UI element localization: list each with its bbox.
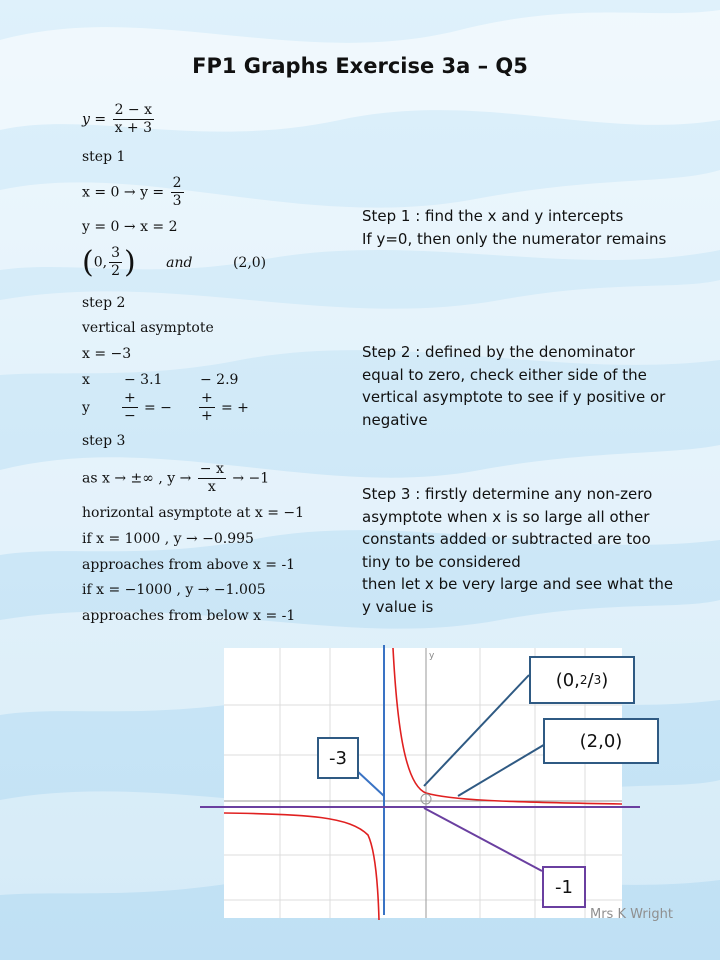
equation-denominator: x + 3	[114, 120, 152, 136]
callout-vertical-asymptote: -3	[317, 737, 359, 779]
and-word: and	[166, 254, 193, 271]
x-zero-line	[82, 175, 186, 210]
x-zero-lhs: x = 0 → y =	[82, 184, 165, 201]
step1-note-line1: Step 1 : find the x and y intercepts	[362, 207, 624, 225]
y-row-variable: y	[82, 400, 90, 416]
step1-note-line2: If y=0, then only the numerator remains	[362, 229, 667, 248]
y-row-sign-fraction-1: + −	[124, 390, 136, 424]
y-row-result-2: = +	[221, 400, 249, 416]
x-row-variable: x	[82, 372, 90, 388]
equation-numerator: 2 − x	[114, 102, 152, 118]
step1-label: step 1	[82, 149, 126, 165]
step3-note	[362, 483, 677, 618]
x-equals-neg3: x = −3	[82, 346, 132, 362]
x-zero-denominator: 3	[172, 193, 182, 209]
callout-horizontal-asymptote: -1	[542, 866, 586, 908]
y-row-sign-fraction-2: + +	[201, 390, 213, 424]
vertical-asymptote-label: vertical asymptote	[82, 320, 214, 336]
equation-fraction	[113, 102, 154, 137]
x-row	[82, 372, 239, 388]
callout-y-sub: 3	[593, 673, 602, 687]
point2: (2,0)	[232, 254, 267, 271]
step3-note-part1: Step 3 : firstly determine any non-zero asymptote when x is so large all other constants added or subtracted are too tiny to be considered	[362, 485, 653, 571]
step1-note	[362, 205, 682, 250]
y-zero-line: y = 0 → x = 2	[82, 219, 178, 235]
limit-numerator: − x	[199, 461, 224, 477]
callout-intercept-x: (2,0)	[543, 718, 659, 764]
limit-denominator: x	[207, 479, 216, 495]
step3-label: step 3	[82, 433, 126, 449]
author-credit: Mrs K Wright	[590, 907, 673, 922]
equation: y = $\frac{2 - x}{x + 3}$	[82, 102, 152, 136]
page-title: FP1 Graphs Exercise 3a – Q5	[192, 54, 528, 78]
limit-suffix: → −1	[232, 470, 270, 487]
x-zero-numerator: 2	[172, 175, 182, 191]
if-negative-line: if x = −1000 , y → −1.005	[82, 582, 266, 598]
if-positive-line: if x = 1000 , y → −0.995	[82, 531, 254, 547]
point1-numerator: 3	[111, 245, 120, 261]
x-zero-fraction	[171, 175, 184, 210]
step3-note-part2: then let x be very large and see what the y value is	[362, 575, 674, 616]
y-row-result-1: = −	[144, 400, 172, 416]
callout-y-open: (0,	[555, 669, 580, 691]
approaches-below: approaches from below x = -1	[82, 608, 296, 624]
intercept-points: (0, $\frac{3}{2}$ ) and (2,0)	[82, 245, 267, 280]
horizontal-asymptote-line: horizontal asymptote at x = −1	[82, 505, 305, 521]
graph-axis-label: y	[429, 651, 435, 661]
limit-fraction	[198, 461, 226, 496]
point1-fraction	[109, 245, 122, 280]
infinity-limit	[82, 461, 269, 496]
step2-note: Step 2 : defined by the denominator equal to zero, check either side of the vertical asymptote to see if y positive or negative	[362, 343, 666, 429]
callout-y-sup: 2	[579, 673, 588, 687]
callout-intercept-y: (0, 2 / 3 )	[529, 656, 635, 704]
point1-denominator: 2	[111, 263, 120, 279]
limit-prefix: as x → ±∞ , y →	[82, 470, 192, 487]
approaches-above: approaches from above x = -1	[82, 557, 296, 573]
callout-y-close: )	[601, 669, 609, 691]
x-row-value-2: − 2.9	[200, 372, 239, 388]
step2-label: step 2	[82, 295, 126, 311]
x-row-value-1: − 3.1	[124, 372, 163, 388]
